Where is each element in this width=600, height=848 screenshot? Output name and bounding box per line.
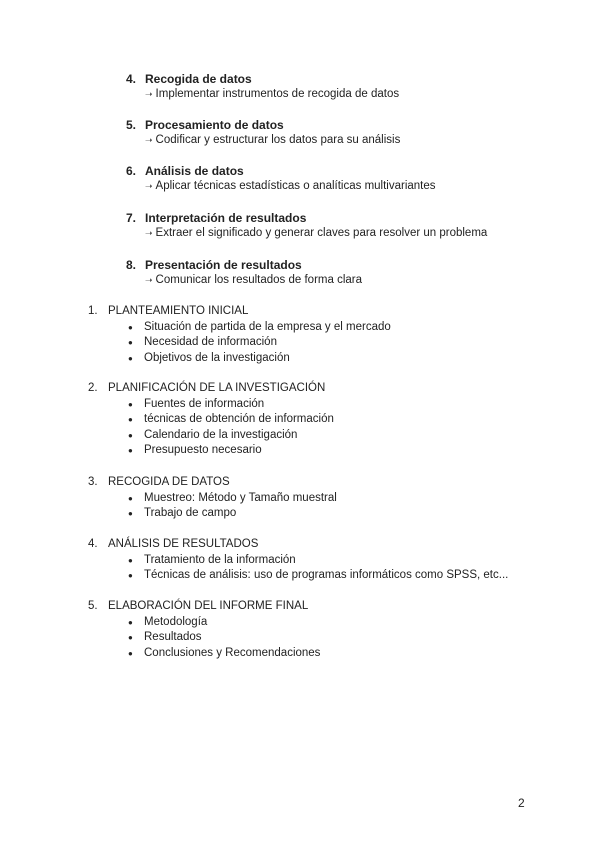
list-item — [88, 630, 588, 646]
list-item-text: técnicas de obtención de información — [144, 413, 334, 426]
step-description — [145, 133, 400, 148]
list-item-text: Conclusiones y Recomendaciones — [144, 646, 321, 659]
list-item — [88, 646, 588, 662]
phase-number: 2. — [88, 382, 98, 394]
list-item-text: Necesidad de información — [144, 336, 277, 349]
phase-2 — [88, 381, 588, 459]
phase-1 — [88, 304, 588, 366]
list-item — [88, 351, 588, 367]
bullet-icon: ● — [128, 322, 133, 332]
list-item — [88, 428, 588, 444]
list-item — [88, 320, 588, 336]
step-description-text: Comunicar los resultados de forma clara — [155, 274, 362, 286]
bullet-list — [88, 553, 588, 584]
phase-title — [88, 381, 588, 397]
list-item-text: Calendario de la investigación — [144, 428, 298, 441]
phase-title — [88, 304, 588, 320]
step-title — [126, 72, 399, 87]
list-item — [88, 568, 588, 584]
list-item — [88, 553, 588, 569]
step-title-text: Procesamiento de datos — [145, 118, 284, 132]
step-number: 6. — [126, 164, 137, 178]
step-title — [126, 211, 487, 226]
bullet-icon: ● — [128, 571, 133, 581]
step-title-text: Interpretación de resultados — [145, 211, 307, 225]
step-6 — [126, 164, 436, 194]
phase-number: 4. — [88, 538, 98, 550]
phase-3 — [88, 475, 588, 522]
step-number: 8. — [126, 258, 137, 272]
arrow-icon: ➝ — [145, 228, 153, 238]
list-item-text: Fuentes de información — [144, 397, 265, 410]
bullet-icon: ● — [128, 338, 133, 348]
step-description-text: Extraer el significado y generar claves para resolver un problema — [155, 227, 488, 239]
list-item-text: Tratamiento de la información — [144, 553, 296, 566]
list-item-text: Presupuesto necesario — [144, 444, 262, 457]
list-item — [88, 491, 588, 507]
step-title-text: Recogida de datos — [145, 72, 252, 86]
arrow-icon: ➝ — [145, 275, 153, 285]
step-number: 4. — [126, 72, 137, 86]
bullet-icon: ● — [128, 648, 133, 658]
step-title — [126, 164, 436, 179]
bullet-icon: ● — [128, 633, 133, 643]
step-title-text: Presentación de resultados — [145, 258, 302, 272]
list-item — [88, 335, 588, 351]
bullet-icon: ● — [128, 399, 133, 409]
list-item — [88, 412, 588, 428]
phase-title — [88, 537, 588, 553]
phase-title-text: PLANIFICACIÓN DE LA INVESTIGACIÓN — [108, 382, 326, 394]
list-item-text: Situación de partida de la empresa y el mercado — [144, 320, 391, 333]
phase-5 — [88, 599, 588, 661]
step-description — [145, 273, 362, 288]
phase-title-text: ELABORACIÓN DEL INFORME FINAL — [108, 600, 309, 612]
phase-title — [88, 475, 588, 491]
bullet-icon: ● — [128, 617, 133, 627]
step-8 — [126, 258, 362, 288]
bullet-icon: ● — [128, 555, 133, 565]
list-item-text: Trabajo de campo — [144, 507, 237, 520]
step-7 — [126, 211, 487, 241]
step-number: 7. — [126, 211, 137, 225]
list-item-text: Técnicas de análisis: uso de programas informáticos como SPSS, etc... — [144, 569, 509, 582]
list-item-text: Metodología — [144, 615, 208, 628]
step-title — [126, 118, 400, 133]
step-title-text: Análisis de datos — [145, 164, 244, 178]
list-item-text: Resultados — [144, 631, 202, 644]
phase-title-text: ANÁLISIS DE RESULTADOS — [108, 538, 259, 550]
step-description-text: Codificar y estructurar los datos para su análisis — [155, 134, 401, 146]
list-item-text: Muestreo: Método y Tamaño muestral — [144, 491, 337, 504]
list-item — [88, 615, 588, 631]
bullet-list — [88, 615, 588, 662]
phase-number: 3. — [88, 476, 98, 488]
step-4 — [126, 72, 399, 102]
arrow-icon: ➝ — [145, 89, 153, 99]
bullet-icon: ● — [128, 353, 133, 363]
step-number: 5. — [126, 118, 137, 132]
phase-title-text: PLANTEAMIENTO INICIAL — [108, 305, 249, 317]
phase-4 — [88, 537, 588, 584]
bullet-icon: ● — [128, 509, 133, 519]
phase-number: 5. — [88, 600, 98, 612]
list-item — [88, 506, 588, 522]
page-number: 2 — [518, 796, 525, 810]
bullet-list — [88, 397, 588, 459]
bullet-icon: ● — [128, 415, 133, 425]
bullet-icon: ● — [128, 493, 133, 503]
step-title — [126, 258, 362, 273]
step-description — [145, 226, 487, 241]
step-description-text: Implementar instrumentos de recogida de datos — [155, 88, 400, 100]
bullet-icon: ● — [128, 430, 133, 440]
bullet-icon: ● — [128, 446, 133, 456]
list-item-text: Objetivos de la investigación — [144, 351, 290, 364]
step-description — [145, 179, 436, 194]
phase-number: 1. — [88, 305, 98, 317]
bullet-list — [88, 320, 588, 367]
arrow-icon: ➝ — [145, 181, 153, 191]
bullet-list — [88, 491, 588, 522]
step-description — [145, 87, 399, 102]
phase-title — [88, 599, 588, 615]
phase-title-text: RECOGIDA DE DATOS — [108, 476, 230, 488]
step-5 — [126, 118, 400, 148]
step-description-text: Aplicar técnicas estadísticas o analíticas multivariantes — [155, 180, 436, 192]
arrow-icon: ➝ — [145, 135, 153, 145]
list-item — [88, 443, 588, 459]
list-item — [88, 397, 588, 413]
